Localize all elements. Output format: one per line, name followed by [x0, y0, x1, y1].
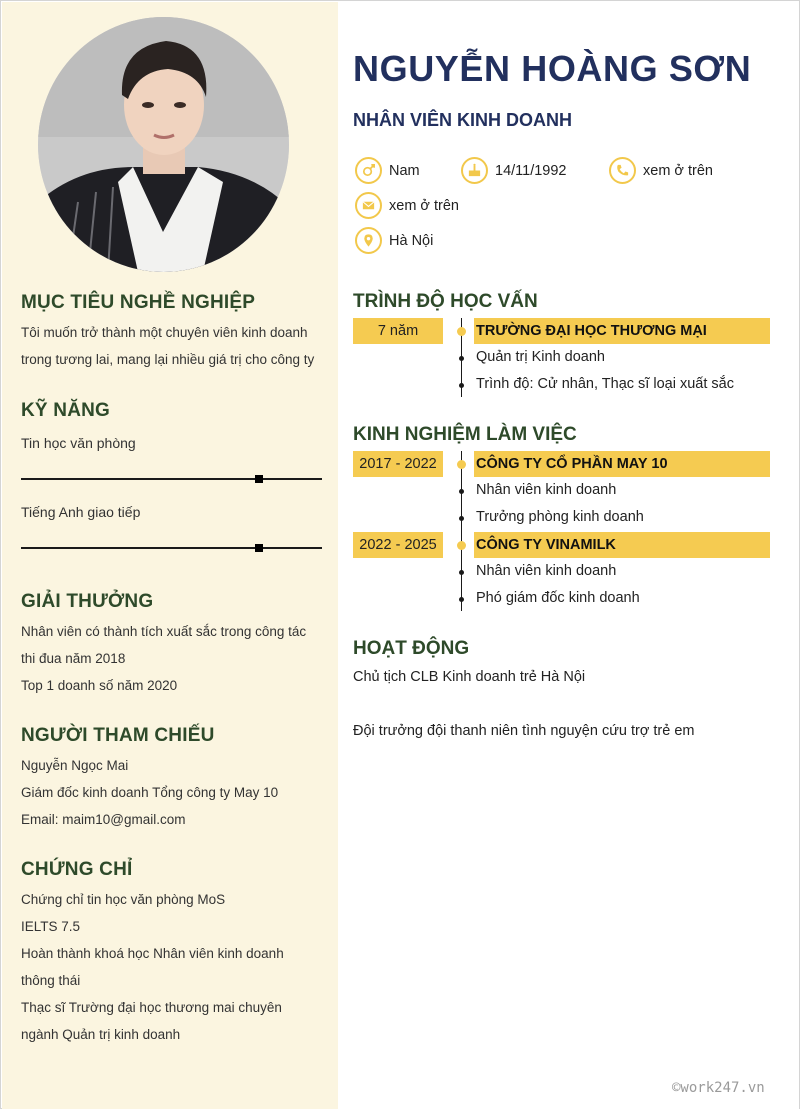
- experience-title: KINH NGHIỆM LÀM VIỆC: [353, 424, 577, 445]
- references-section: [21, 725, 325, 833]
- timeline-bullet: [459, 489, 464, 494]
- experience-timeline: [461, 451, 462, 611]
- education-period: 7 năm: [353, 318, 443, 344]
- watermark: ©work247.vn: [672, 1080, 765, 1096]
- reference-line: Nguyễn Ngọc Mai: [21, 758, 129, 773]
- skills-section: [21, 400, 325, 422]
- objective-text: [21, 319, 325, 373]
- email-info: [355, 192, 459, 219]
- education-school: TRƯỜNG ĐẠI HỌC THƯƠNG MẠI: [474, 318, 770, 344]
- skill-level-knob: [255, 544, 263, 552]
- phone-value: xem ở trên: [643, 162, 713, 179]
- address-info: [355, 227, 433, 254]
- objective-line: trong tương lai, mang lại nhiều giá trị cho công ty: [21, 352, 315, 367]
- awards-text: [21, 618, 325, 699]
- timeline-bullet: [459, 570, 464, 575]
- timeline-dot: [457, 327, 466, 336]
- birthday-value: 14/11/1992: [495, 162, 567, 179]
- award-line: Top 1 doanh số năm 2020: [21, 678, 178, 693]
- phone-icon: [609, 157, 636, 184]
- phone-info: [609, 157, 713, 184]
- location-icon: [355, 227, 382, 254]
- education-title: TRÌNH ĐỘ HỌC VẤN: [353, 291, 538, 312]
- job-item: Phó giám đốc kinh doanh: [476, 590, 640, 606]
- timeline-bullet: [459, 383, 464, 388]
- education-item: Trình độ: Cử nhân, Thạc sĩ loại xuất sắc: [476, 376, 734, 392]
- timeline-bullet: [459, 597, 464, 602]
- certificate-line: ngành Quản trị kinh doanh: [21, 1027, 181, 1042]
- timeline-dot: [457, 460, 466, 469]
- timeline-dot: [457, 541, 466, 550]
- reference-line: Email: maim10@gmail.com: [21, 812, 186, 827]
- education-item: Quản trị Kinh doanh: [476, 349, 605, 365]
- candidate-name: NGUYỄN HOÀNG SƠN: [353, 48, 752, 89]
- objective-section: [21, 292, 325, 373]
- certificate-line: Chứng chỉ tin học văn phòng MoS: [21, 892, 226, 907]
- objective-line: Tôi muốn trở thành một chuyên viên kinh doanh: [21, 325, 308, 340]
- skill-level-knob: [255, 475, 263, 483]
- certificate-line: IELTS 7.5: [21, 919, 81, 934]
- certificate-line: thông thái: [21, 973, 81, 988]
- job-company: CÔNG TY CỔ PHẦN MAY 10: [474, 451, 770, 477]
- references-title: NGƯỜI THAM CHIẾU: [21, 725, 215, 746]
- activity-item: Chủ tịch CLB Kinh doanh trẻ Hà Nội: [353, 669, 586, 685]
- birthday-cake-icon: [461, 157, 488, 184]
- references-text: [21, 752, 325, 833]
- award-line: Nhân viên có thành tích xuất sắc trong công tác: [21, 624, 307, 639]
- skills-title: KỸ NĂNG: [21, 400, 111, 421]
- avatar: [38, 17, 289, 272]
- award-line: thi đua năm 2018: [21, 651, 126, 666]
- gender-icon: [355, 157, 382, 184]
- email-icon: [355, 192, 382, 219]
- job-period: 2017 - 2022: [353, 451, 443, 477]
- gender-info: [355, 157, 420, 184]
- job-item: Nhân viên kinh doanh: [476, 563, 617, 579]
- certificates-section: [21, 859, 325, 1048]
- reference-line: Giám đốc kinh doanh Tổng công ty May 10: [21, 785, 279, 800]
- birthday-info: [461, 157, 567, 184]
- job-period: 2022 - 2025: [353, 532, 443, 558]
- address-value: Hà Nội: [389, 232, 434, 249]
- objective-title: MỤC TIÊU NGHỀ NGHIỆP: [21, 292, 256, 313]
- job-item: Nhân viên kinh doanh: [476, 482, 617, 498]
- email-value: xem ở trên: [389, 197, 459, 214]
- certificates-title: CHỨNG CHỈ: [21, 859, 133, 880]
- timeline-bullet: [459, 356, 464, 361]
- gender-value: Nam: [389, 162, 420, 179]
- certificate-line: Hoàn thành khoá học Nhân viên kinh doanh: [21, 946, 284, 961]
- job-item: Trưởng phòng kinh doanh: [476, 509, 644, 525]
- skill-label: Tin học văn phòng: [21, 435, 136, 451]
- avatar-portrait: [38, 17, 289, 272]
- job-company: CÔNG TY VINAMILK: [474, 532, 770, 558]
- certificates-text: [21, 886, 325, 1048]
- skill-bar: [21, 478, 322, 480]
- skill-label: Tiếng Anh giao tiếp: [21, 504, 141, 520]
- awards-title: GIẢI THƯỞNG: [21, 591, 154, 612]
- candidate-role: NHÂN VIÊN KINH DOANH: [353, 110, 573, 130]
- awards-section: [21, 591, 325, 699]
- certificate-line: Thạc sĩ Trường đại học thương mai chuyên: [21, 1000, 282, 1015]
- activity-item: Đội trưởng đội thanh niên tình nguyện cứu trợ trẻ em: [353, 723, 695, 739]
- activities-title: HOẠT ĐỘNG: [353, 638, 470, 659]
- timeline-bullet: [459, 516, 464, 521]
- skill-bar: [21, 547, 322, 549]
